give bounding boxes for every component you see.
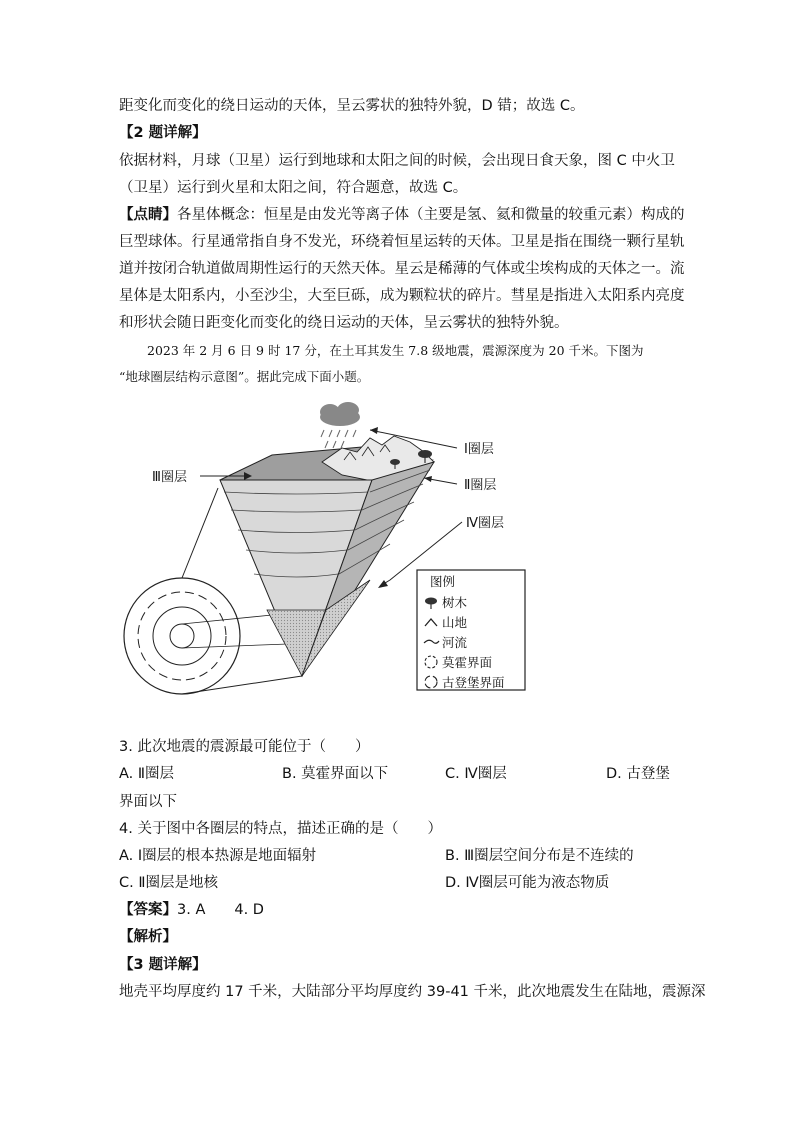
q4-option-b[interactable]: B. Ⅲ圈层空间分布是不连续的 — [445, 848, 634, 864]
q3-option-d-continued: 界面以下 — [119, 794, 177, 810]
answer-line — [119, 900, 264, 920]
legend-item-gutenberg: 古登堡界面 — [442, 675, 505, 690]
question-3-stem: 3. 此次地震的震源最可能位于（ ） — [119, 739, 370, 755]
cloud-icon — [320, 402, 360, 448]
q3-option-a[interactable]: A. Ⅱ圈层 — [119, 766, 175, 782]
legend-item-tree: 树木 — [442, 595, 468, 610]
tip-paragraph — [119, 205, 685, 225]
text-line: 和形状会随日距变化而变化的绕日运动的天体，呈云雾状的独特外貌。 — [119, 315, 569, 331]
text-line: 星体是太阳系内，小至沙尘，大至巨砾，成为颗粒状的碎片。彗星是指进入太阳系内亮度 — [119, 288, 685, 304]
legend-item-moho: 莫霍界面 — [442, 655, 493, 670]
legend-item-mountain: 山地 — [442, 615, 468, 630]
text-line: （卫星）运行到火星和太阳之间，符合题意，故选 C。 — [119, 180, 468, 196]
legend-box — [417, 570, 525, 690]
q4-option-a[interactable]: A. Ⅰ圈层的根本热源是地面辐射 — [119, 848, 317, 864]
label-sphere-3: Ⅲ圈层 — [152, 470, 187, 485]
text-line: 依据材料，月球（卫星）运行到地球和太阳之间的时候，会出现日食天象，图 C 中火卫 — [119, 153, 675, 169]
material-line: “地球圈层结构示意图”。据此完成下面小题。 — [119, 369, 370, 384]
text-line: 各星体概念：恒星是由发光等离子体（主要是氢、氦和微量的较重元素）构成的 — [177, 207, 685, 223]
label-sphere-1: Ⅰ圈层 — [464, 442, 494, 457]
section-header: 【2 题详解】 — [119, 125, 207, 141]
q3-detail-header: 【3 题详解】 — [119, 957, 207, 973]
answer-label: 【答案】 — [119, 902, 177, 918]
text-line: 巨型球体。行星通常指自身不发光，环绕着恒星运转的天体。卫星是指在围绕一颗行星轨 — [119, 234, 685, 250]
question-4-stem: 4. 关于图中各圈层的特点，描述正确的是（ ） — [119, 821, 442, 837]
text-line: 道并按闭合轨道做周期性运行的天然天体。星云是稀薄的气体或尘埃构成的天体之一。流 — [119, 261, 685, 277]
q3-option-b[interactable]: B. 莫霍界面以下 — [282, 766, 389, 782]
material-line: 2023 年 2 月 6 日 9 时 17 分，在土耳其发生 7.8 级地震，震源深度为 20 千米。下图为 — [147, 343, 644, 358]
label-sphere-2: Ⅱ圈层 — [464, 478, 497, 493]
legend-title: 图例 — [430, 574, 456, 589]
q3-option-c[interactable]: C. Ⅳ圈层 — [445, 766, 507, 782]
text-line: 距变化而变化的绕日运动的天体，呈云雾状的独特外貌，D 错；故选 C。 — [119, 98, 585, 114]
answer-text: 3. A 4. D — [177, 902, 264, 918]
label-sphere-4: Ⅳ圈层 — [466, 516, 504, 531]
earth-sphere-diagram — [112, 400, 542, 700]
legend-item-river: 河流 — [442, 635, 468, 650]
q4-option-c[interactable]: C. Ⅱ圈层是地核 — [119, 875, 218, 891]
q4-option-d[interactable]: D. Ⅳ圈层可能为液态物质 — [445, 875, 610, 891]
tip-header: 【点睛】 — [119, 207, 177, 223]
q3-option-d[interactable]: D. 古登堡 — [606, 766, 670, 782]
analysis-line: 地壳平均厚度约 17 千米，大陆部分平均厚度约 39-41 千米，此次地震发生在陆地，震源深 — [119, 984, 706, 1000]
analysis-label: 【解析】 — [119, 929, 177, 945]
